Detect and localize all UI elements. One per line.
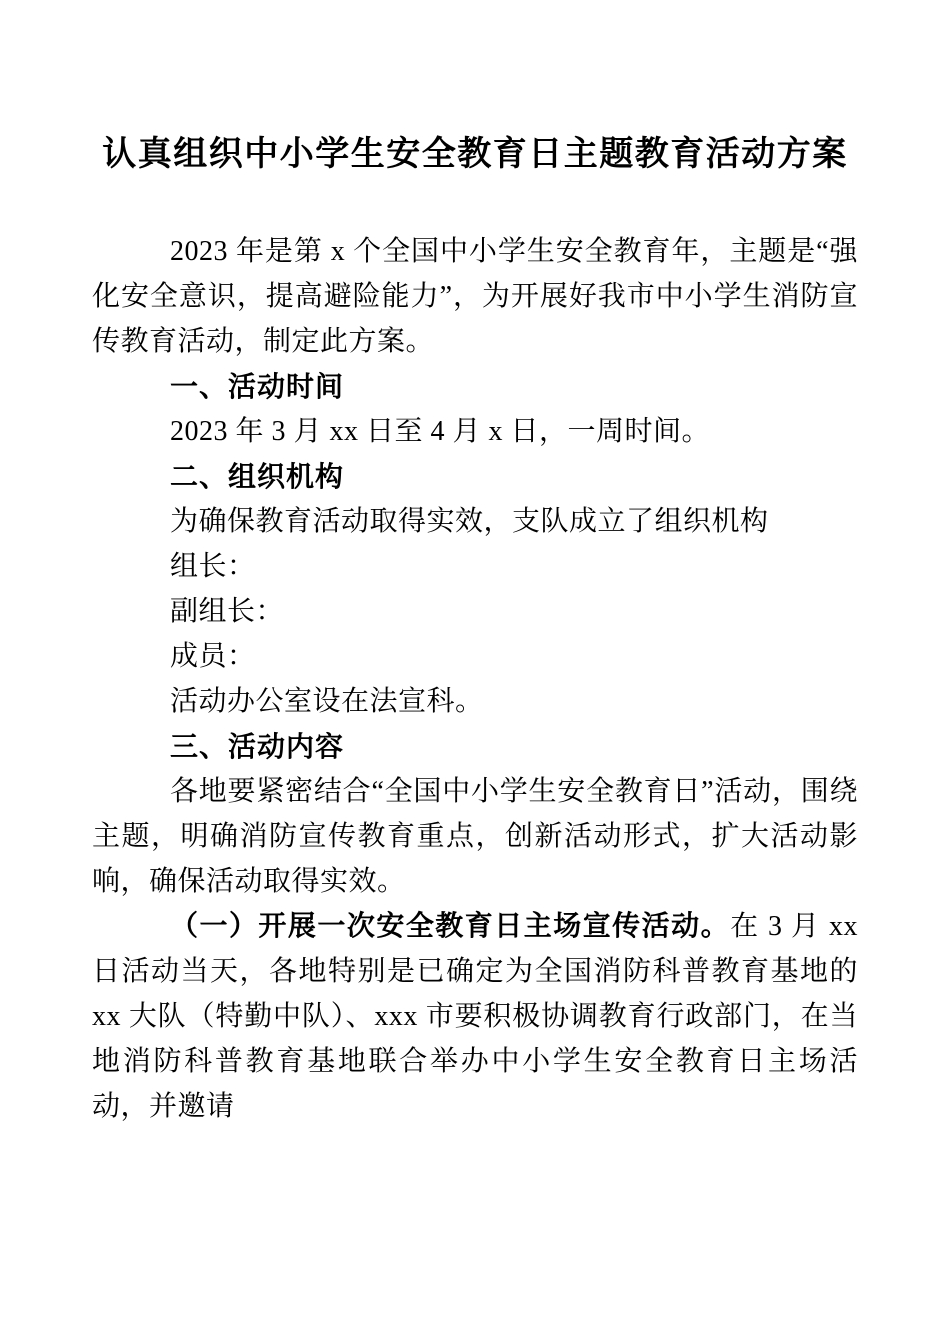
document-title: 认真组织中小学生安全教育日主题教育活动方案 <box>102 136 848 173</box>
organization-office-line: 活动办公室设在法宣科。 <box>170 686 484 717</box>
activity-item-1-lead: （一）开展一次安全教育日主场宣传活动。 <box>170 911 731 942</box>
organization-leader-line: 组长： <box>170 551 256 582</box>
organization-intro-paragraph: 为确保教育活动取得实效，支队成立了组织机构 <box>170 506 769 537</box>
activity-item-1-body: 在 3 月 xx 日活动当天，各地特别是已确定为全国消防科普教育基地的 xx 大队（特勤中队）、xxx 市要积极协调教育行政部门，在当地消防科普教育基地联合举办中小学生安全教育日主场活动，并邀请 <box>92 911 858 1122</box>
organization-deputy-leader-line: 副组长： <box>170 596 285 627</box>
activity-content-intro-paragraph: 各地要紧密结合“全国中小学生安全教育日”活动，围绕主题，明确消防宣传教育重点，创新活动形式，扩大活动影响，确保活动取得实效。 <box>92 776 858 897</box>
section-heading-activity-time: 一、活动时间 <box>170 371 345 402</box>
intro-paragraph: 2023 年是第 x 个全国中小学生安全教育年，主题是“强化安全意识，提高避险能力”，为开展好我市中小学生消防宣传教育活动，制定此方案。 <box>92 236 858 357</box>
organization-members-line: 成员： <box>170 641 256 672</box>
section-heading-activity-content: 三、活动内容 <box>170 731 345 762</box>
activity-time-paragraph: 2023 年 3 月 xx 日至 4 月 x 日，一周时间。 <box>170 416 711 447</box>
section-heading-organization: 二、组织机构 <box>170 461 345 492</box>
activity-item-1-paragraph <box>92 904 858 1129</box>
